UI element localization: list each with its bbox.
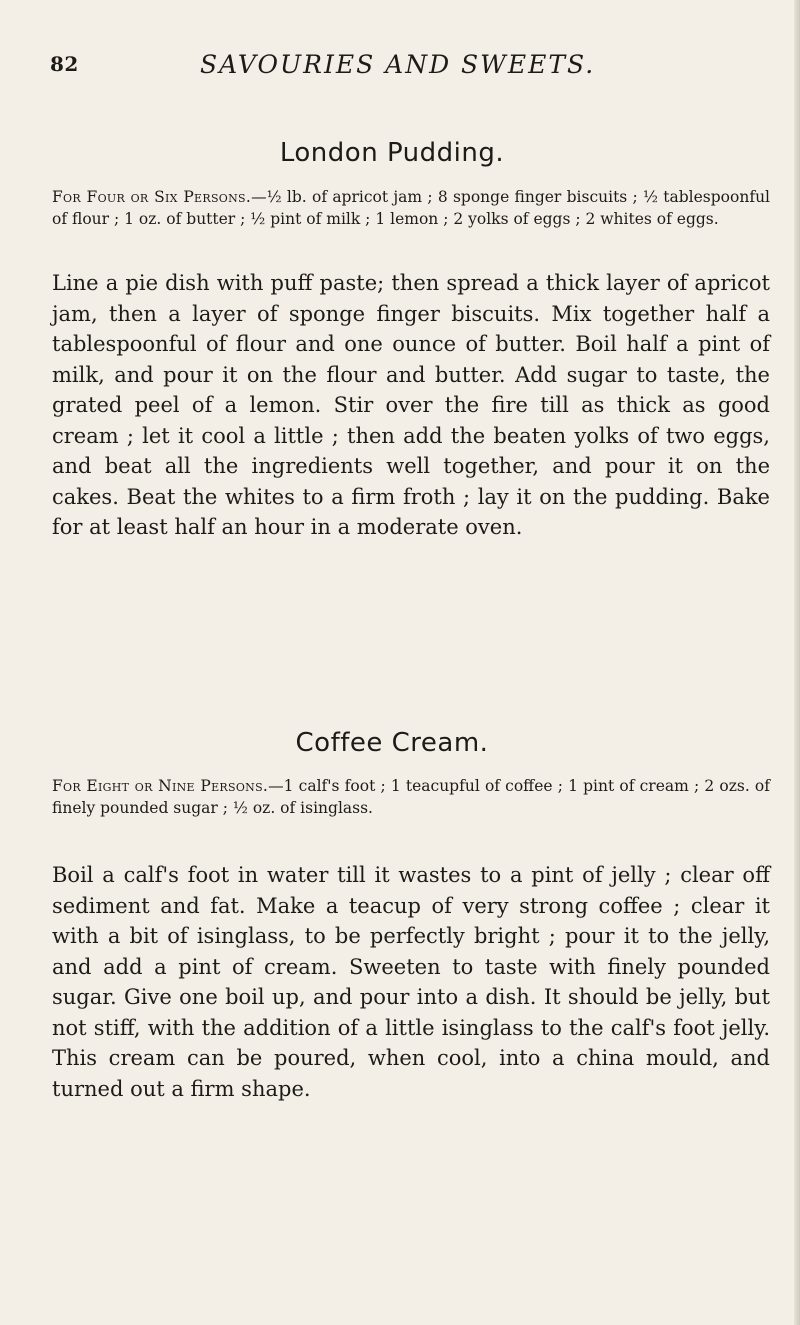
running-head: SAVOURIES AND SWEETS. bbox=[200, 50, 596, 79]
recipe-title-coffee-cream: Coffee Cream. bbox=[295, 728, 489, 758]
serving-note: For Four or Six Persons. bbox=[52, 188, 252, 206]
page-edge bbox=[794, 0, 800, 1325]
recipe-ingredients-coffee-cream bbox=[52, 775, 770, 819]
serving-note: For Eight or Nine Persons. bbox=[52, 777, 269, 795]
recipe-method-coffee-cream: Boil a calf's foot in water till it wastes to a pint of jelly ; clear off sediment and fat. Make a teacup of very strong coffee ; clear it with a bit of isinglass, to be perfectly bright ; pour it to the jelly, and add a pint of cream. Sweeten to taste with finely pounded sugar. Give one boil up, and pour into a dish. It should be jelly, but not stiff, with the addition of a little isinglass to the calf's foot jelly. This cream can be poured, when cool, into a china mould, and turned out a firm shape. bbox=[52, 863, 770, 1101]
ingredient-list: —½ lb. of apricot jam ; 8 sponge finger biscuits ; ½ tablespoonful of flour ; 1 oz. of butter ; ½ pint of milk ; 1 lemon ; 2 yolks of eggs ; 2 whites of eggs. bbox=[52, 188, 771, 228]
recipe-ingredients-london-pudding bbox=[52, 186, 770, 230]
page-number: 82 bbox=[50, 52, 79, 76]
recipe-method-london-pudding: Line a pie dish with puff paste; then spread a thick layer of apricot jam, then a layer of sponge finger biscuits. Mix together half a tablespoonful of flour and one ounce of butter. Boil half a pint of milk, and pour it on the flour and butter. Add sugar to taste, the grated peel of a lemon. Stir over the fire till as thick as good cream ; let it cool a little ; then add the beaten yolks of two eggs, and beat all the ingredients well together, and pour it on the cakes. Beat the whites to a firm froth ; lay it on the pudding. Bake for at least half an hour in a moderate oven. bbox=[52, 271, 770, 539]
recipe-title-london-pudding: London Pudding. bbox=[279, 138, 505, 168]
ingredient-list: —1 calf's foot ; 1 teacupful of coffee ; 1 pint of cream ; 2 ozs. of finely pounded sugar ; ½ oz. of isinglass. bbox=[52, 777, 770, 817]
